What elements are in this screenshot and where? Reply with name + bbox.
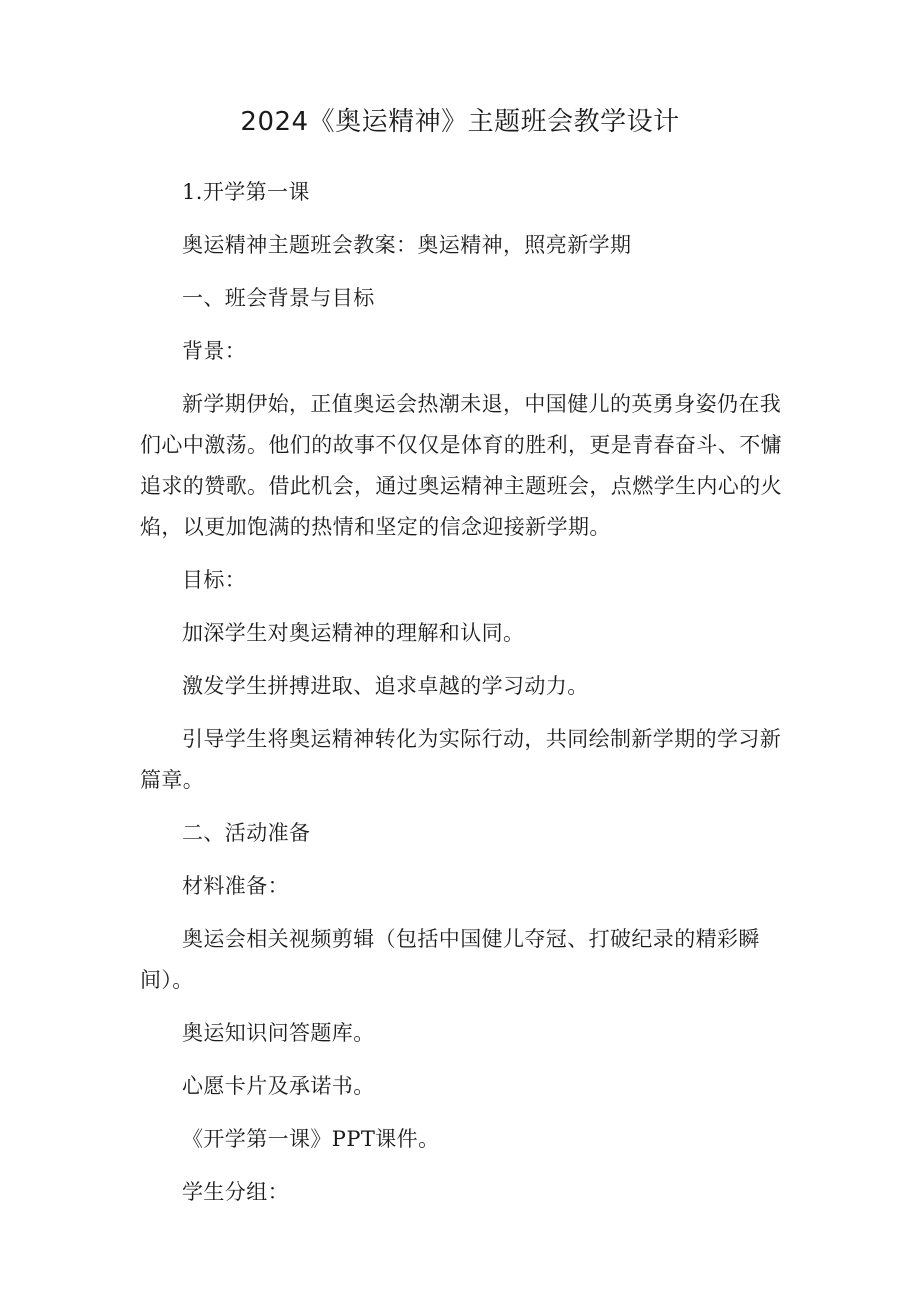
- document-title: 2024《奥运精神》主题班会教学设计: [240, 107, 680, 137]
- material-item-4: 《开学第一课》PPT课件。: [182, 1127, 440, 1151]
- material-item-2: 奥运知识问答题库。: [182, 1021, 375, 1045]
- label-materials: 材料准备：: [182, 874, 289, 898]
- paragraph-lesson-heading: 1.开学第一课: [182, 180, 310, 204]
- goal-item-3: 引导学生将奥运精神转化为实际行动，共同绘制新学期的学习新篇章。: [140, 727, 782, 792]
- paragraph-plan-title: 奥运精神主题班会教案：奥运精神，照亮新学期: [182, 233, 632, 257]
- material-item-1: 奥运会相关视频剪辑（包括中国健儿夺冠、打破纪录的精彩瞬间）。: [140, 927, 760, 992]
- paragraph-background: 新学期伊始，正值奥运会热潮未退，中国健儿的英勇身姿仍在我们心中激荡。他们的故事不仅仅是体育的胜利，更是青春奋斗、不慵追求的赞歌。借此机会，通过奥运精神主题班会，点燃学生内心的火焰，以更加饱满的热情和坚定的信念迎接新学期。: [140, 392, 782, 539]
- section-heading-background-goals: 一、班会背景与目标: [182, 286, 375, 310]
- section-heading-preparation: 二、活动准备: [182, 821, 311, 845]
- label-goals: 目标：: [182, 568, 247, 592]
- material-item-3: 心愿卡片及承诺书。: [182, 1074, 375, 1098]
- document-body: [140, 172, 782, 1225]
- label-grouping: 学生分组：: [182, 1180, 289, 1204]
- goal-item-2: 激发学生拼搏进取、追求卓越的学习动力。: [182, 674, 589, 698]
- label-background: 背景：: [182, 339, 247, 363]
- goal-item-1: 加深学生对奥运精神的理解和认同。: [182, 621, 525, 645]
